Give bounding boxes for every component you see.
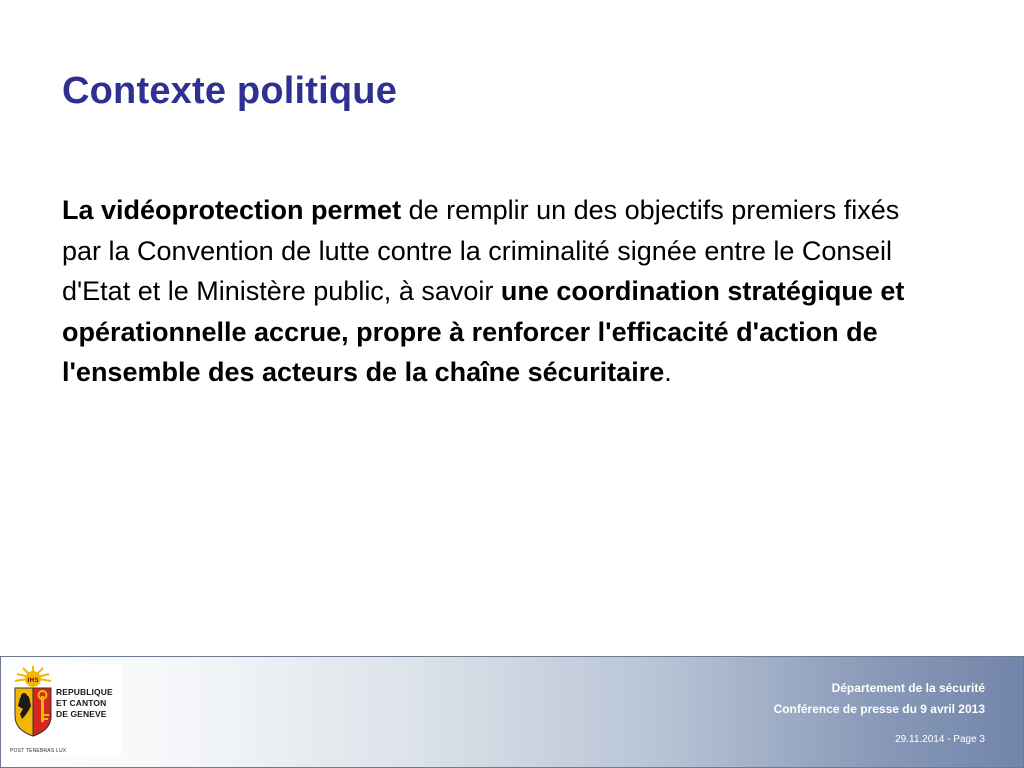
footer-conference: Conférence de presse du 9 avril 2013 bbox=[773, 702, 985, 716]
body-bold-main: une coordination stratégique et opérationnelle accrue, propre à renforcer l'efficacité d'action de l'ensemble des acteurs de la chaîne sécuritaire bbox=[62, 276, 905, 387]
body-text-end: . bbox=[664, 357, 672, 387]
sun-monogram: IHS bbox=[27, 677, 39, 684]
footer-department: Département de la sécurité bbox=[831, 681, 985, 695]
slide-footer bbox=[0, 656, 1024, 768]
footer-page-info: 29.11.2014 - Page 3 bbox=[895, 734, 985, 745]
slide-body-paragraph bbox=[62, 190, 942, 393]
slide-title: Contexte politique bbox=[62, 70, 398, 112]
logo-text bbox=[56, 687, 113, 720]
logo-motto: POST TENEBRAS LUX bbox=[10, 748, 67, 754]
logo-text-line1: REPUBLIQUE bbox=[56, 687, 113, 697]
geneva-logo bbox=[9, 664, 121, 756]
body-bold-intro: La vidéoprotection permet bbox=[62, 195, 402, 225]
geneva-coat-of-arms-icon bbox=[9, 664, 57, 748]
body-text-1: de remplir un des objectifs premiers fixés par la Convention de lutte contre la criminalité signée entre le Conseil d'Etat et le Ministère public, à savoir bbox=[62, 195, 900, 306]
logo-text-line3: DE GENEVE bbox=[56, 709, 107, 719]
logo-text-line2: ET CANTON bbox=[56, 698, 107, 708]
